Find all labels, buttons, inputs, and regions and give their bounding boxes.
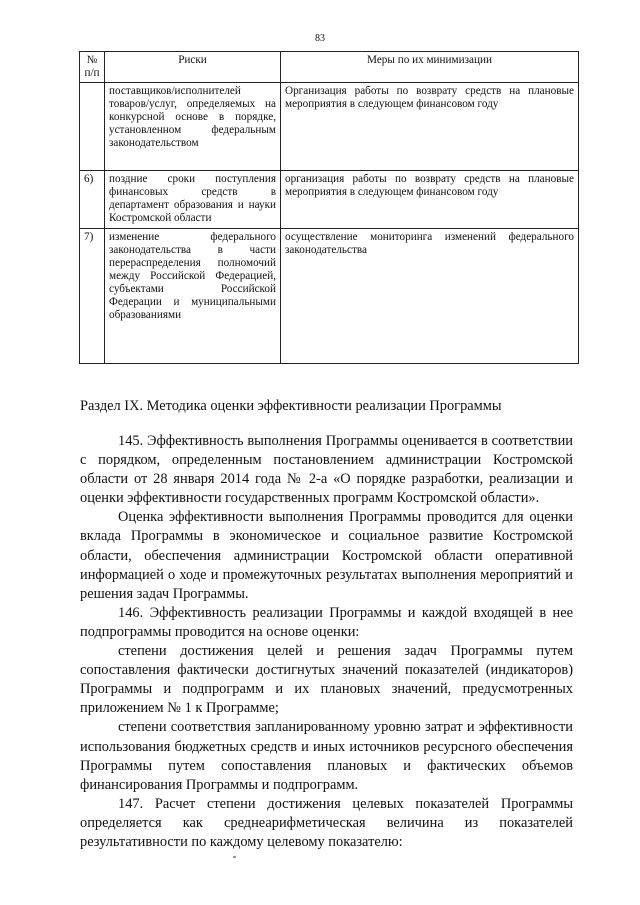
page-number: 83 xyxy=(315,33,325,44)
header-risks: Риски xyxy=(105,52,281,83)
section-title: Раздел IX. Методика оценки эффективности реализации Программы xyxy=(80,398,502,414)
table-header-row xyxy=(80,52,579,83)
paragraph: 147. Расчет степени достижения целевых показателей Программы определяется как среднеарифметическая величина из показателей результативности по каждому целевому показателю: xyxy=(80,795,573,850)
row-risk: изменение федерального законодательства в части перераспределения полномочий между Российской Федерацией, субъектами Российской Федерации и муниципальными образованиями xyxy=(105,229,281,364)
table-row xyxy=(80,83,579,171)
body-text xyxy=(80,432,573,852)
risk-table xyxy=(79,51,579,364)
header-num: № п/п xyxy=(80,52,105,83)
row-measure: Организация работы по возврату средств на плановые мероприятия в следующем финансовом году xyxy=(281,83,579,171)
row-risk: поздние сроки поступления финансовых средств в департамент образования и науки Костромской области xyxy=(105,171,281,229)
paragraph: степени соответствия запланированному уровню затрат и эффективности использования бюджетных средств и иных источников ресурсного обеспечения Программы путем сопоставления плановых и фактических объемов финансирования Программы и подпрограмм. xyxy=(80,719,573,793)
row-num: 7) xyxy=(80,229,105,364)
table-row xyxy=(80,171,579,229)
scan-speck xyxy=(233,856,236,858)
row-measure: осуществление мониторинга изменений федерального законодательства xyxy=(281,229,579,364)
row-num xyxy=(80,83,105,171)
row-measure: организация работы по возврату средств на плановые мероприятия в следующем финансовом году xyxy=(281,171,579,229)
paragraph: Оценка эффективности выполнения Программы проводится для оценки вклада Программы в экономическое и социальное развитие Костромской области, обеспечения администрации Костромской области оперативной информацией о ходе и промежуточных результатах выполнения мероприятий и решения задач Программы. xyxy=(80,509,573,602)
paragraph: 146. Эффективность реализации Программы и каждой входящей в нее подпрограммы проводится на основе оценки: xyxy=(80,604,573,640)
header-measures: Меры по их минимизации xyxy=(281,52,579,83)
row-num: 6) xyxy=(80,171,105,229)
paragraph: степени достижения целей и решения задач Программы путем сопоставления фактически достигнутых значений показателей (индикаторов) Программы и подпрограмм и их плановых значений, предусмотренных приложением № 1 к Программе; xyxy=(80,643,573,717)
paragraph: 145. Эффективность выполнения Программы оценивается в соответствии с порядком, определенным постановлением администрации Костромской области от 28 января 2014 года № 2-а «О порядке разработки, реализации и оценки эффективности государственных программ Костромской области». xyxy=(80,433,573,507)
table-row xyxy=(80,229,579,364)
row-risk: поставщиков/исполнителей товаров/услуг, определяемых на конкурсной основе в порядке, установленном федеральным законодательством xyxy=(105,83,281,171)
